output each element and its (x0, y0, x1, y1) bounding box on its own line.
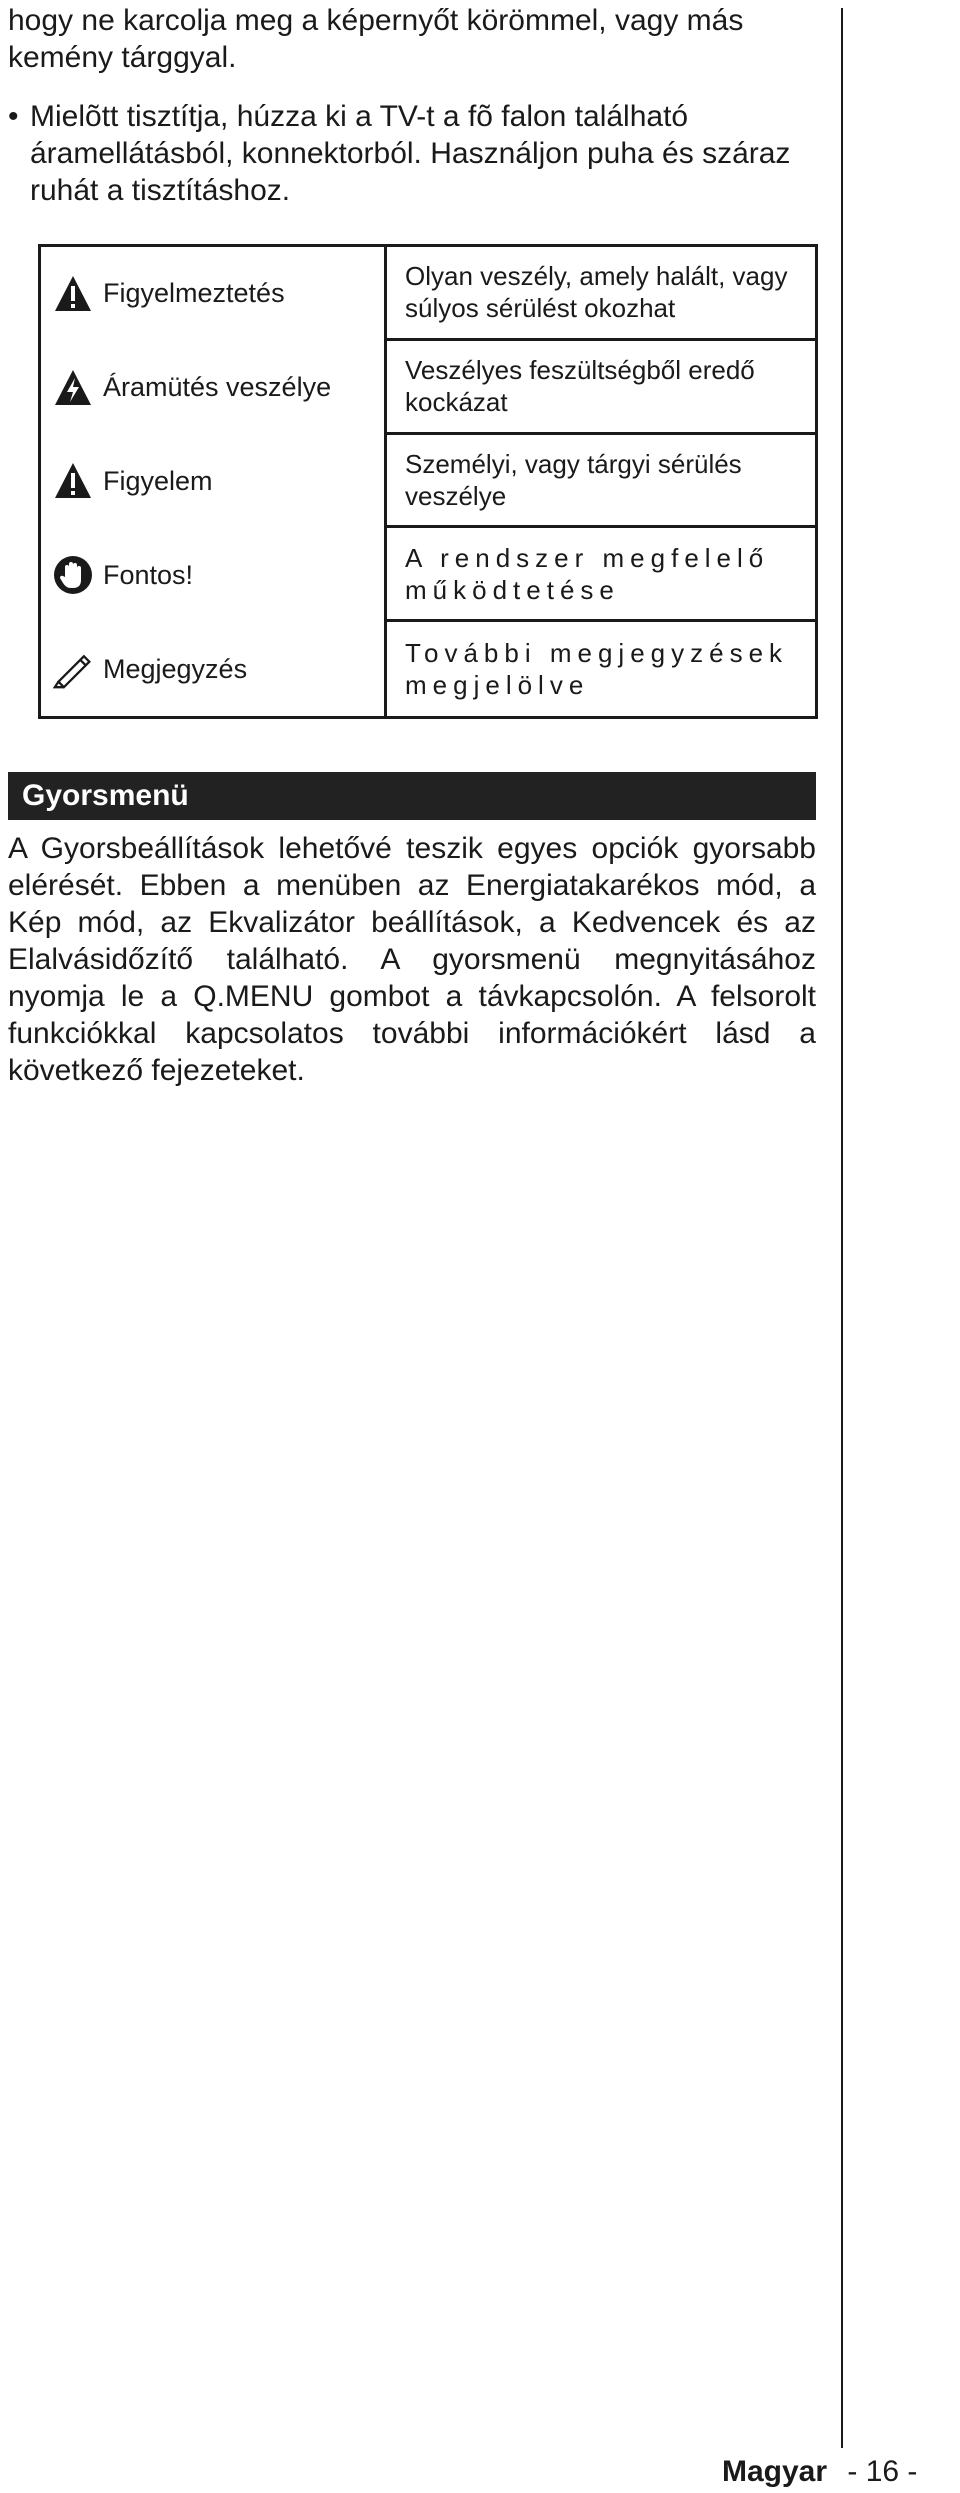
hand-stop-icon (53, 555, 93, 595)
page-footer (722, 2455, 917, 2489)
section-body-text: A Gyorsbeállítások lehetővé teszik egyes opciók gyorsabb elérését. Ebben a menüben az Energiatakarékos mód, a Kép mód, az Ekvalizátor beállítások, a Kedvencek és az Elalvásidőzítő található. A gyorsmenü megnyitásához nyomja le a Q.MENU gombot a távkapcsolón. A felsorolt funkciókkal kapcsolatos további információkért lásd a következő fejezeteket. (8, 832, 816, 1087)
column-divider (841, 8, 843, 2448)
legend-label: Figyelmeztetés (103, 278, 285, 309)
bullet-symbol: • (8, 100, 19, 133)
legend-description-cell (387, 341, 815, 435)
legend-description: További megjegyzések megjelölve (405, 638, 789, 701)
legend-label: Figyelem (103, 465, 213, 496)
legend-label-cell (41, 247, 387, 341)
legend-label-cell (41, 528, 387, 622)
footer-page-number: - 16 - (847, 2455, 918, 2488)
legend-label-cell (41, 435, 387, 529)
bullet-text: Mielõtt tisztítja, húzza ki a TV-t a fõ falon található áramellátásból, konnektorból. Használjon puha és száraz ruhát a tisztításhoz. (30, 100, 791, 207)
section-heading-gyorsmenu: Gyorsmenü (8, 772, 816, 820)
intro-paragraph: hogy ne karcolja meg a képernyőt körömmel, vagy más kemény tárggyal. (8, 4, 744, 74)
legend-label-cell (41, 622, 387, 716)
legend-description-cell (387, 622, 815, 716)
warning-triangle-icon (53, 274, 93, 314)
legend-description-cell (387, 435, 815, 529)
legend-description: Olyan veszély, amely halált, vagy súlyos sérülést okozhat (405, 261, 788, 324)
electric-shock-icon (53, 368, 93, 408)
caution-triangle-icon (53, 461, 93, 501)
bullet-item (8, 98, 816, 209)
legend-description: Veszélyes feszültségből eredő kockázat (405, 355, 755, 418)
legend-description: A rendszer megfelelő működtetése (405, 542, 770, 605)
legend-label: Megjegyzés (103, 653, 248, 684)
legend-description: Személyi, vagy tárgyi sérülés veszélye (405, 448, 742, 511)
legend-description-cell (387, 247, 815, 341)
legend-label: Áramütés veszélye (103, 372, 332, 403)
legend-description-cell (387, 528, 815, 622)
pencil-note-icon (53, 649, 93, 689)
symbol-legend-table (38, 244, 818, 719)
legend-label: Fontos! (103, 559, 194, 590)
footer-language: Magyar (722, 2455, 828, 2488)
legend-label-cell (41, 341, 387, 435)
